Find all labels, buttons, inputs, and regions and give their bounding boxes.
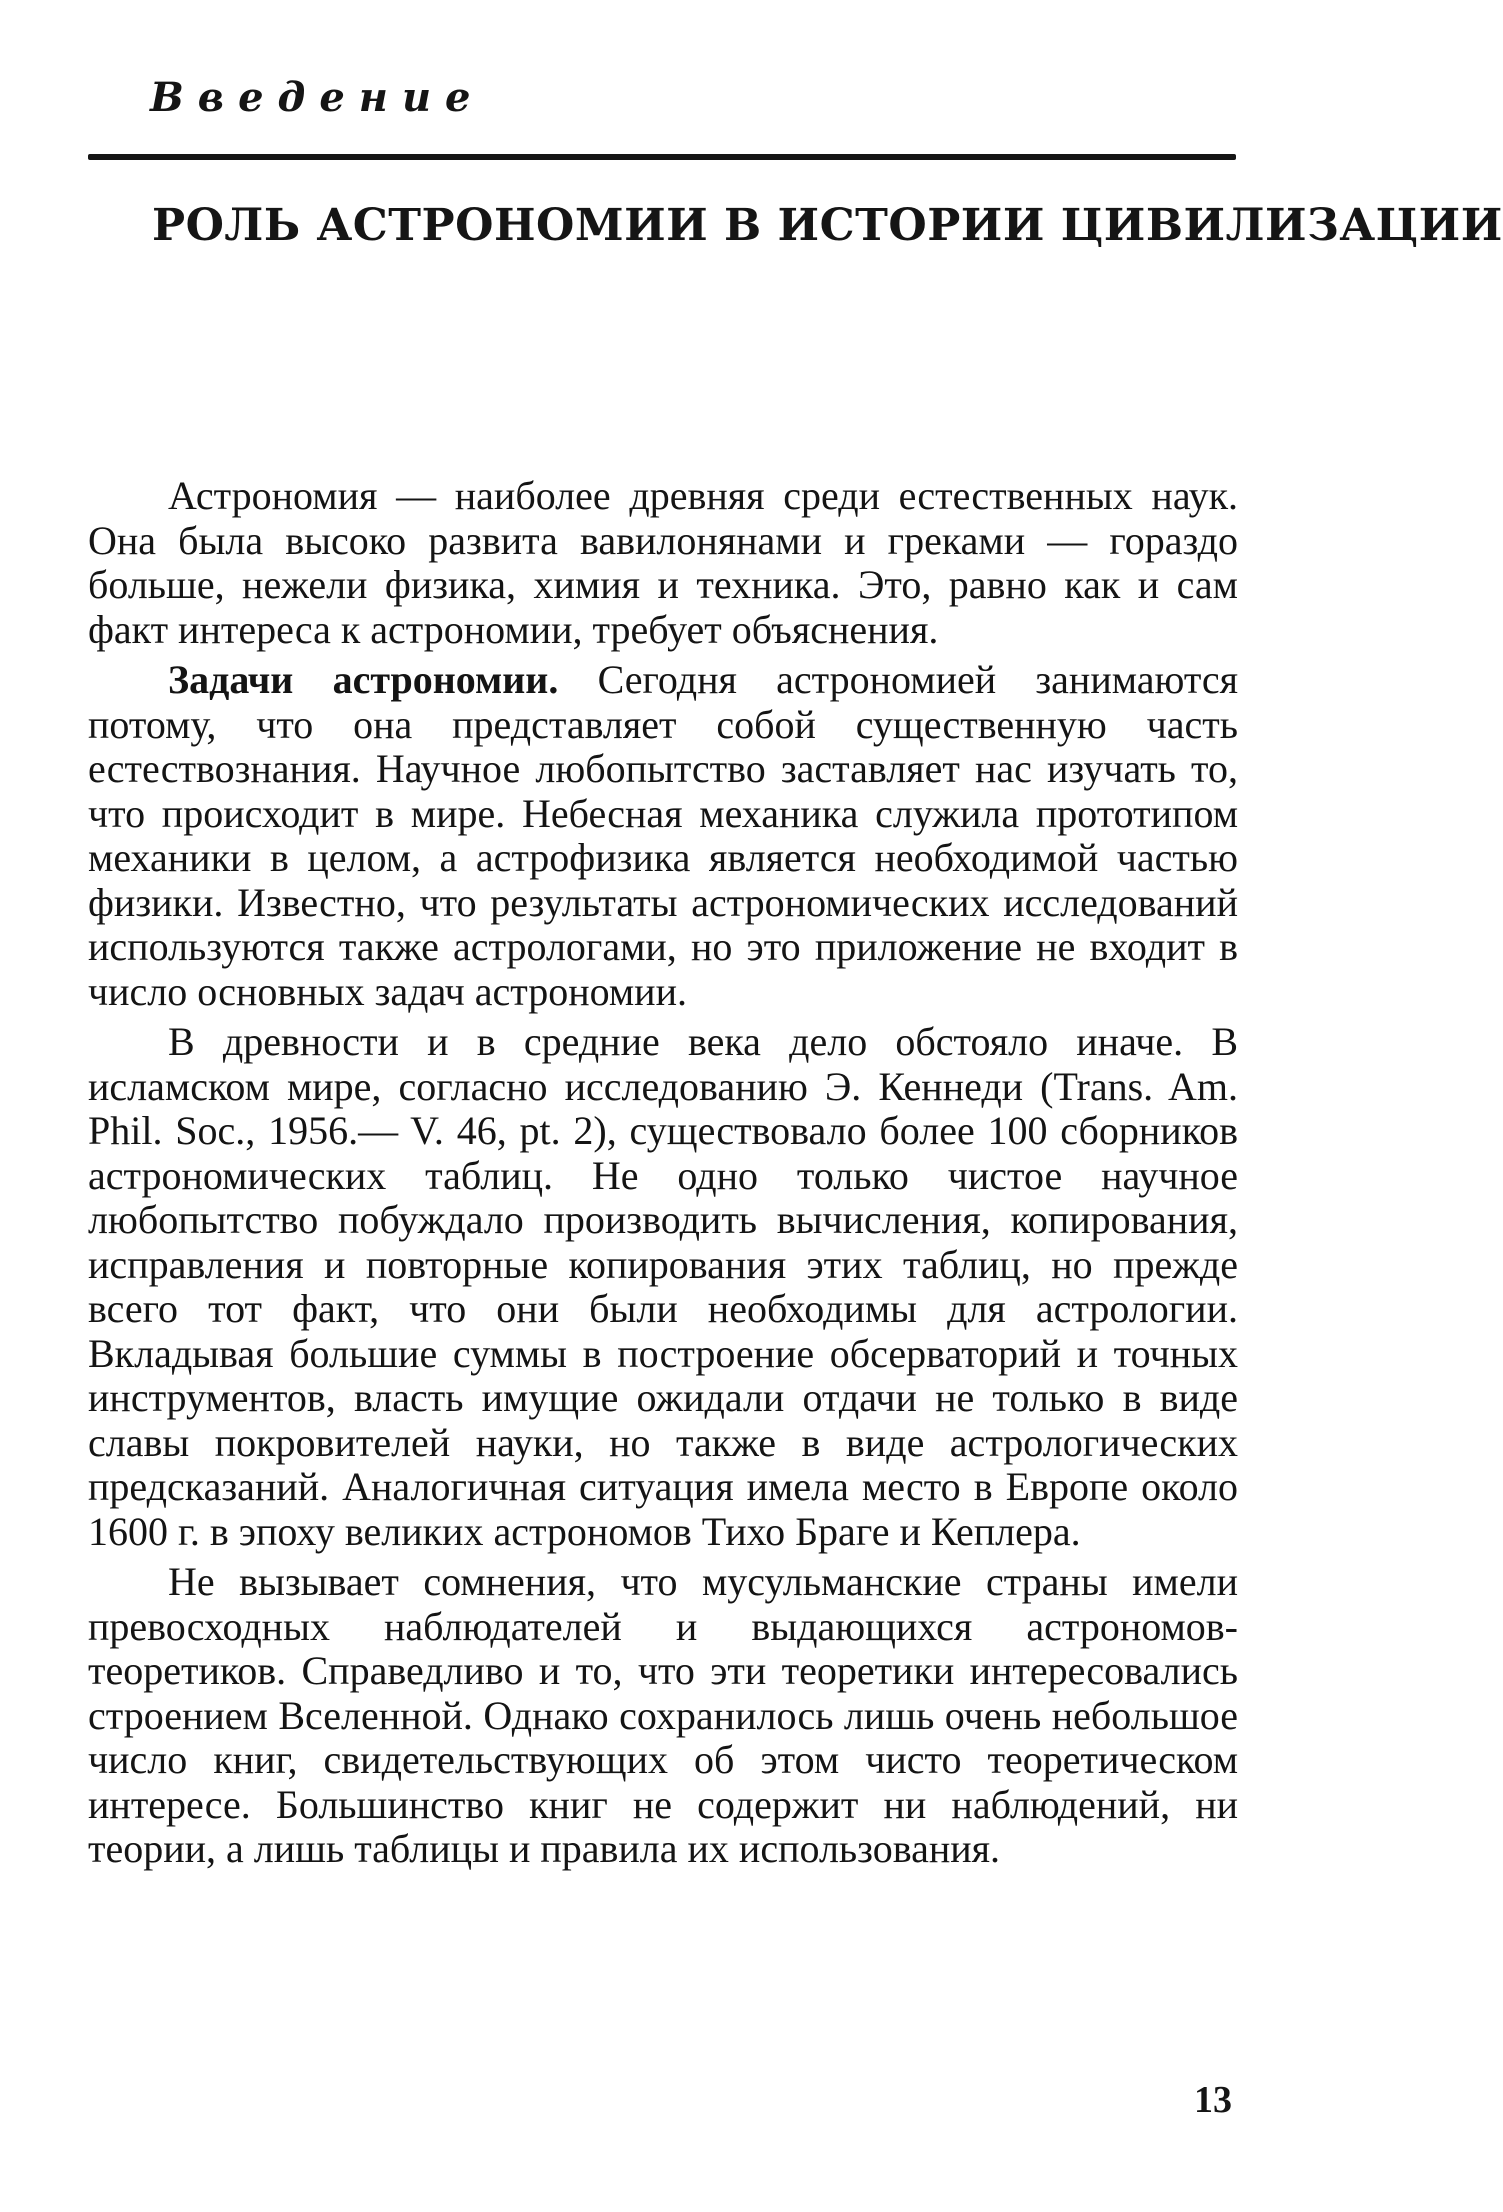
paragraph-2-lead: Задачи астрономии.	[168, 657, 559, 702]
paragraph-4: Не вызывает сомнения, что мусульманские страны имели превосходных наблюдателей и выдающихся астрономов-теоретиков. Справедливо и то, что эти теоретики интересовались строением Вселенной. Однако сохранилось лишь очень небольшое число книг, свидетельствующих об этом чисто теоретическом интересе. Большинство книг не содержит ни наблюдений, ни теории, а лишь таблицы и правила их использования.	[88, 1559, 1238, 1871]
chapter-title: РОЛЬ АСТРОНОМИИ В ИСТОРИИ ЦИВИЛИЗАЦИИ	[152, 200, 1503, 251]
paragraph-2	[88, 658, 1238, 1014]
body-text	[88, 474, 1238, 1878]
paragraph-2-text: Сегодня астрономией занимаются потому, что она представляет собой существенную часть естествознания. Научное любопытство заставляет нас изучать то, что происходит в мире. Небесная механика служила прототипом механики в целом, а астрофизика является необходимой частью физики. Известно, что результаты астрономических исследований используются также астрологами, но это приложение не входит в число основных задач астрономии.	[88, 657, 1238, 1014]
paragraph-1: Астрономия — наиболее древняя среди естественных наук. Она была высоко развита вавилонянами и греками — гораздо больше, нежели физика, химия и техника. Это, равно как и сам факт интереса к астрономии, требует объяснения.	[88, 473, 1238, 652]
paragraph-3: В древности и в средние века дело обстояло иначе. В исламском мире, согласно исследованию Э. Кеннеди (Trans. Am. Phil. Soc., 1956.— V. 46, pt. 2), существовало более 100 сборников астрономических таблиц. Не одно только чистое научное любопытство побуждало производить вычисления, копирования, исправления и повторные копирования этих таблиц, но прежде всего тот факт, что они были необходимы для астрологии. Вкладывая большие суммы в построение обсерваторий и точных инструментов, власть имущие ожидали отдачи не только в виде славы покровителей науки, но также в виде астрологических предсказаний. Аналогичная ситуация имела место в Европе около 1600 г. в эпоху великих астрономов Тихо Браге и Кеплера.	[88, 1019, 1238, 1554]
page-number: 13	[1194, 2079, 1232, 2121]
header-rule	[88, 154, 1236, 160]
running-head: Введение	[150, 74, 485, 121]
